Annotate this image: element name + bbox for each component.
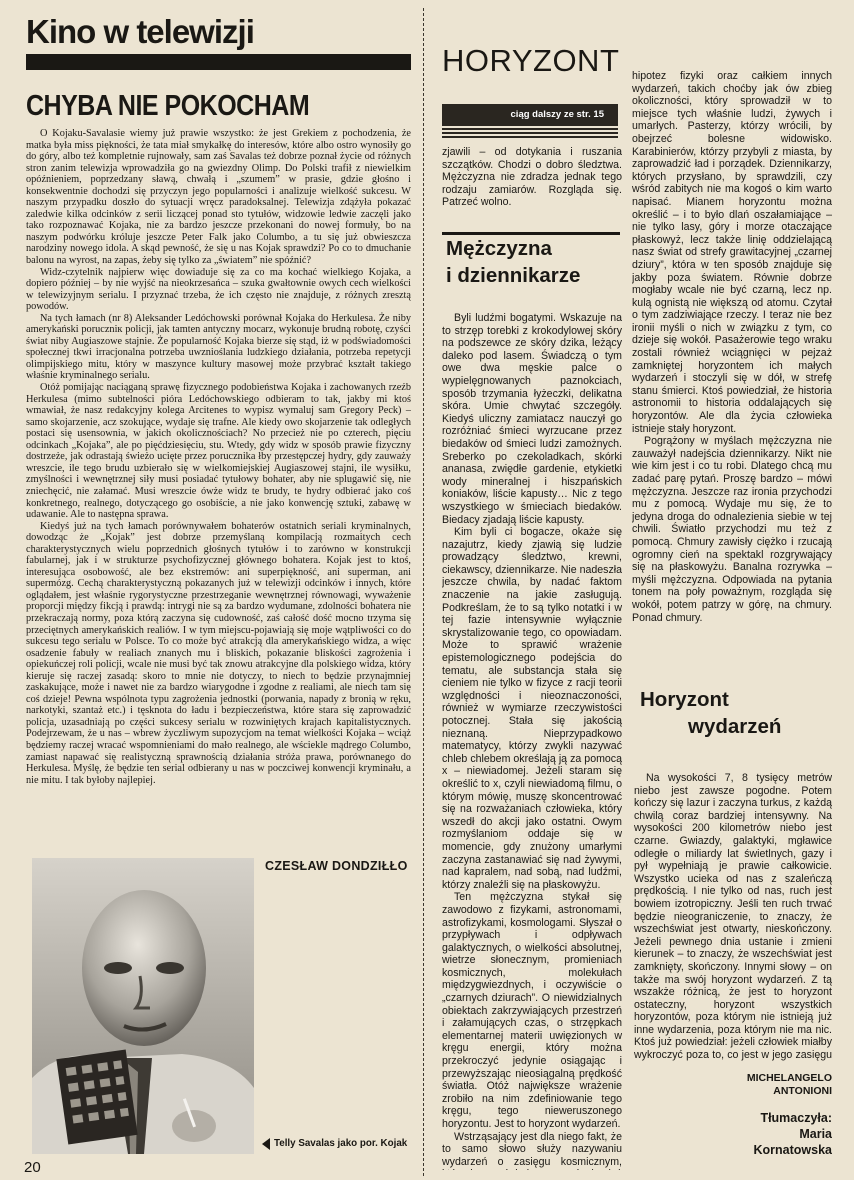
kojak-photo-illustration (32, 858, 254, 1154)
caption-arrow-icon (262, 1138, 270, 1150)
article-paragraph: O Kojaku-Savalasie wiemy już prawie wszystko: że jest Grekiem z pochodzenia, że matka była miss piękności, że tata miał smykałkę do interesów, które albo ostro wynosiły go do góry, albo też kompletnie rujnowały, sam zaś Savalas też dobrze poznał życie od różnych stron zanim telewizja wprowadziła go na gwiezdny Olimp. Do Polski trafił z niewielkim opóźnieniem, poprzedzany sławą, chwałą i „szumem” w prasie, gdzie głośno i konsekwentnie dochodzi się przyczyn jego popularności i analizuje wielkość sukcesu. W naszym przypadku doszło do sytuacji wręcz paradoksalnej. Telewizja zdążyła pokazać zaledwie kilka odcinków z serii liczącej ponad sto tytułów, widzowie ledwie zaczęli jako tako rozpoznawać Kojaka, nie za bardzo jeszcze przekonani do nowej formuły, bo na naszym podwórku króluje jeszcze Peter Falk jako Columbo, a tu się już obwieszcza narodziny nowego idola. A skąd pewność, że się u nas Kojak sprawdzi? Po co to dmuchanie balonu na wyrost, na zapas, żeby się tylko za „światem” nie spóźnić? (26, 128, 411, 267)
kojak-photo (32, 858, 254, 1154)
continued-stripe (442, 128, 618, 140)
article-paragraph: Na tych łamach (nr 8) Aleksander Ledóchowski porównał Kojaka do Herkulesa. Że niby amerykański poruczniк policji, jak tamten antyczny mocarz, wykonuje brudną robotę, czyści świat niby Augiaszowe stajnie. Że popularność Kojaka bierze się stąd, iż w podświadomości społecznej tkwi irracjonalna potrzeba uwznioślania ludzkiego działania, potrzeba repetycji olimpijskiego mitu, który w maszynce kultury masowej może przybrać kształt takiego właśnie kryminalnego serialu. (26, 312, 411, 382)
continued-label: ciąg dalszy ze str. 15 (442, 104, 618, 126)
article-paragraph: Widz-czytelnik najpierw więc dowiaduje się za co ma kochać wielkiego Kojaka, a dopiero później – by nie wyjść na nieokrzesańca – szuka gwałtownie owych cech wielkości w telewizyjnym serialu. I przyznać trzeba, że ich często nie znajduje, z różnych zresztą powodów. (26, 266, 411, 313)
section-heading-line: wydarzeń (688, 715, 782, 738)
horyzont-right-column-2 (634, 772, 832, 1062)
horyzont-paragraph: Wstrząsający jest dla niego fakt, że to samo słowo służy nazywaniu wydarzeń o zasięgu kosmicznym, (442, 1130, 622, 1168)
page-number: 20 (24, 1159, 41, 1176)
section-heading-horyzont-wydarzen (636, 686, 826, 756)
translator-name: Maria (799, 1127, 832, 1141)
horyzont-title: HORYZONT (442, 43, 620, 78)
intro-paragraph: zjawili – od dotykania i ruszania szczątków. Chodzi o dobro śledztwa. Mężczyzna nie zdradza jednak tego rodzaju zamiarów. Rozgląda się. Patrzeć wolno. (442, 146, 622, 209)
horyzont-author (700, 1072, 832, 1106)
author-line: MICHELANGELO (746, 1072, 832, 1084)
translator-label: Tłumaczyła: (760, 1111, 832, 1125)
horyzont-paragraph: Pogrążony w myślach mężczyzna nie zauważył nadejścia dziennikarzy. Nikt nie wie kim jest i co tu robi. Dlatego chcą mu zadać parę pytań. Proszę bardzo – mówi mężczyzna. Jeszcze raz ironia przychodzi mu z pomocą. Wydaje mu się, że to jedyna droga do odnalezienia siebie w tej chwili. Światło przychodzi mu też z pomocą. Chmury zawisły ciężko i rzucają ogromny cień na spektakl rozgrywający się na płaskowyżu. Banalna rozrywka – myśli mężczyzna. Odpowiada na pytania tonem na poły poważnym, rozgląda się wokół, potem patrzy w górę, na chmury. Ponad chmury. (632, 435, 832, 624)
horyzont-middle-column (442, 312, 622, 1170)
article-author: CZESŁAW DONDZIŁŁO (265, 859, 408, 873)
horyzont-paragraph: Kim byli ci bogacze, okaże się nazajutrz, kiedy zjawią się ludzie prowadzący śledztwo, krewni, ciekawscy, dziennikarze. Nie nadeszła jeszcze chwila, by nadać faktom znaczenie na jakie zasługują. Podkreślam, że to są tylko notatki i w tej fazie intensywnie wyłącznie skrystalizowanie tego, co opowiadam. Może to sprawić wrażenie epistemologicznego podejścia do tematu, ale substancja stała się cieniem nie tylko w fizyce z racji teorii względności i nieoznaczoności, również w wymiarze rzeczywistości potocznej. Stała się jakością nieznaną. Nieprzypadkowo matematycy, którzy zwykli nazywać chleb chlebem określają ją za pomocą x – niewiadomej. Jeżeli staram się określić to x, czyli niewiadomą filmu, o którym mówię, muszę skoncentrować się na rozważaniach człowieka, który wszedł do akcji jako ostatni. Owym rozmyślaniom oddaje się w momencie, gdy znużony umarłymi zaczyna zastanawiać się nad żywymi, nad kapralem, nad sobą, nad ludźmi, którzy znaleźli się na płaskowyżu. (442, 526, 622, 891)
section-heading-line: i dziennikarze (446, 264, 581, 287)
horyzont-right-column (632, 70, 832, 642)
section-heading-line: Horyzont (640, 688, 729, 711)
column-divider (423, 8, 424, 1176)
horyzont-paragraph: Ten mężczyzna stykał się zawodowo z fizykami, astronomami, astrofizykami, kosmologami. Słyszał o przypływach i odpływach galaktycznych, o wielkości absolutnej, wietrze słonecznym, promieniach kosmicznych, molekułach międzygwiezdnych, i oczywiście o „czarnych dziurach”. O niewidzialnych obiektach zakrzywiających przestrzeń i załamujących czas, o strzępkach elementarnej materii uwięzionych w kręgu energii, który można przekroczyć jedynie osiągając i przewyższając nieosiągalną prędkość światła. Otóż największe wrażenie zrobiło na nim zdefiniowanie tego kręgu, tego nieweruszonego horyzontu. Jest to horyzont wydarzeń. (442, 891, 622, 1130)
article-body (26, 128, 411, 854)
article-title: CHYBA NIE POKOCHAM (26, 89, 310, 123)
section-heading-line: Mężczyzna (442, 232, 620, 262)
article-paragraph: Kiedyś już na tych łamach porównywałem bohaterów ostatnich seriali kryminalnych, dowodząc że „Kojak” jest dobrze przemyślaną kompilacją rozmaitych cech charakterystycznych wielu poprzednich głośnych tytułów i to zarówno w konstrukcji fabularnej, jak i w strukturze psychofizycznej głównego bohatera. Kojak jest to ktoś, interesująca osobowość, ale bez ekstremów: ani superpiękność, ani superman, ani supermózg. Cechą charakterystyczną pokazanych już w telewizji odcinków i innych, które oglądałem, jest właśnie rygorystyczne przestrzeganie wewnętrznej równowagi, wyważenie proporcji między fikcją i prawdą: intrygi nie są za bardzo wydumane, zdolności bohatera nie przekraczają normy, poza którą zaczyna się cudowność, zaś całość dość mocno trzyma się przeciętnych amerykańskich realiów. I w tym miejscu-pojawiają się moje wątpliwości co do sukcesu tego serialu w Polsce. To co może być atrakcją dla amerykańskiego widza, a więc osadzenie fabuły w realiach znanych mu i bliskich, pokazanie bliskości zagrożenia i opiekuńczej roli policji, wcale nie musi być tak znowu atrakcyjne dla polskiego widza, który kieruje się raczej zasadą: skoro to mnie nie dotyczy, to niech to będzie przynajmniej zaskakujące, może i nawet nie za bardzo wiarygodne i zgodne z realiami, ale niech tam się coś dzieje! Pewna wspólnota typu zagrożenia jednostki (porwania, napady z bronią w ręku, narkotyki, szantaż etc.) i tęsknota do ładu i bezpieczeństwa, które stara się zaprowadzić policja, uzasadniają po części sukcesy serialu w rozwiniętych krajach kapitalistycznych. Podejrzewam, że u nas – wbrew życzliwym supozycjom na temat wielkości Kojaka – wciąż będziemy raczej wracać wspomnieniami do mało realnego, ale wściekle mądrego Columbo, zamiast napawać się realistyczną sprawnością działania stróża prawa, porównanego do Herkulesa. Myślę, że będzie ten serial odbierany u nas w poczciwej konwencji kryminału, a nie mitu. I tak byłoby najlepiej. (26, 520, 411, 786)
horyzont-paragraph: Byli ludźmi bogatymi. Wskazuje na to strzęp torebki z krokodylowej skóry na podszewce ze skóry dzika, leżący daleko pod lasem. Świadczą o tym owe dwa męskie palce o wypielęgnowanych paznokciach, sposób trzymania łyżeczki, delikatna skóra. Umie chwytać szczegóły. Kiedyś uliczny zamiatacz nauczył go rozróżniać śmieci wyrzucane przez biedaków od śmieci ludzi zamożnych. Sreberko po czekoladkach, skórki ananasa, zwiędłe gardenie, etykietki wody mineralnej i hiszpańskich koniaków, liście kapusty… Nic z tego wszystkiego w śmieciach biedaków. Biedacy zjadają liście kapusty. (442, 312, 622, 526)
horyzont-intro (442, 146, 622, 224)
horyzont-paragraph: hipotez fizyki oraz całkiem innych wydarzeń, takich choćby jak ów zbieg okoliczności, który sprowadził w to miejsce tych właśnie ludzi, żywych i umarłych. Pasterzy, którzy wrócili, by obejrzeć bolesne widowisko. Karabinierów, którzy przybyli z miasta, by zaprowadzić ład i porządek. Dziennikarzy, których przysłano, by sprawdzili, czy wśród zabitych nie ma kogoś o kim warto napisać. Mianem horyzontu można określić – i to było dlań oszałamiające – nie tylko lasy, góry i morze otaczające płaskowyż, lecz także linię oddzielającą nasz świat od strefy grawitacyjnej „czarnej dziury”, która w ten sposób znajduje się jakby poza światem. Równie dobrze mogłaby wcale nie być czarną, lecz np. kulą ognistą nie większą od atomu. Czytał o tym zadziwiające rzeczy. I teraz nie bez ironii myśli o nich w związku z tym, co dzieje się wokół. Pasażerowie tego wraku zostali również wciągnięci w pejzaż zamkniętej horyzontem ich małych wydarzeń i stoczyli się w dół, w strefę stanu śmierci. Ktoś powiedział, że historia astronomii to historia oddalających się horyzontów. Ale dla życia człowieka istnieje stały horyzont. (632, 70, 832, 435)
author-line: ANTONIONI (773, 1085, 832, 1097)
photo-caption: Telly Savalas jako por. Kojak (274, 1138, 408, 1149)
translator-credit (700, 1110, 832, 1170)
horyzont-paragraph: Na wysokości 7, 8 tysięcy metrów niebo jest zawsze pogodne. Potem kończy się lazur i zaczyna turkus, z każdą chwilą coraz bardziej intensywny. Na wysokości 200 kilometrów niebo jest czarne. Gwiazdy, galaktyki, mgławice odległe o miliardy lat świetlnych, gazy i pył wypełniają je prawie całkowicie. Wszystko ucieka od nas z szaleńczą prędkością. I nie tylko od nas, ruch jest bowiem izotropiczny. Jeśli ten ruch trwać będzie nieograniczenie, to znaczy, że wszechświat jest otwarty, nieskończony. Jeżeli pewnego dnia ustanie i zmieni kierunek – to znaczy, że wszechświat jest zamknięty, skończony. Innymi słowy – on także ma swój horyzont wydarzeń. Z tą wszakże różnicą, że jest to horyzont ostateczny, horyzont wszystkich horyzontów, poza którym nie istnieją już inne wydarzenia, poza którym nie ma nic. Ktoś już powiedział: jeżeli człowiek miałby wykroczyć poza to, co jest w jego zasięgu (634, 772, 832, 1062)
translator-name: Kornatowska (753, 1143, 832, 1157)
section-heading-mezczyzna (442, 232, 620, 298)
section-title: Kino w telewizji (26, 13, 254, 50)
section-title-bar (26, 54, 411, 70)
article-paragraph: Otóż pomijając naciąganą sprawę fizycznego podobieństwa Kojaka i zachowanych rzeźb Herkulesa (mimo subtelności pióra Ledóchowskiego odbieram to tak, jakby mi ktoś wmawiał, że nasz redakcyjny kolega Arcitenes to wypisz wymaluj sam Gregory Peck) – samo skojarzenie, acz szokujące, wydaje się trafne. Ale kiedy owo skojarzenie tak odległych postaci się usensownia, w jakich okolicznościach? No przecież nie po czterech, pięciu odcinkach „Kojaka”, ale po pięćdziesięciu, stu. Wtedy, gdy widz w sposób prawie fizyczny dostrzeże, jak odrastają świeżo ucięte przez porucznika łby przestępczej hydry, gdy zauważy wreszcie, ile tego brudu uzbierało się w wielkomiejskiej Augiaszowej stajni, ile wysiłku, zmyślności i wewnętrznej siły musi posiadać tytułowy bohater, aby nie splugawić się, nie zniechęcić, nie załamać. Musi wreszcie ówże widz te brudy, te hydry odbierać jako coś konkretnego, realnego, dotyczącego go osobiście, a nie jako konwencję sztuki, zabawę w udawanie. Ale to następna sprawa. (26, 382, 411, 521)
